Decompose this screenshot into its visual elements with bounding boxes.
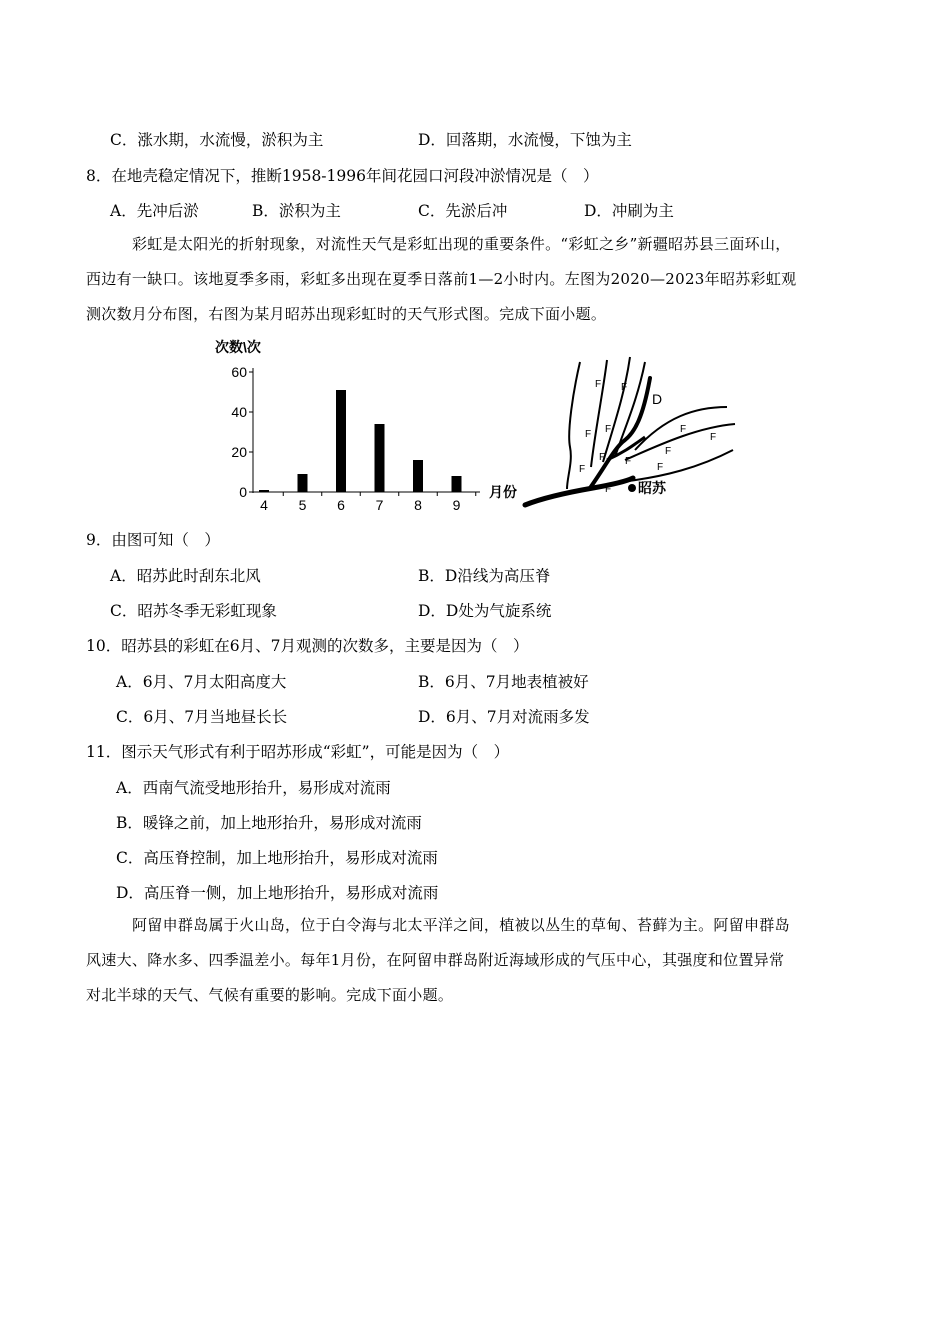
wind-barb-icon: F (657, 462, 664, 473)
trough-line-main (525, 478, 633, 505)
chart-bar-month-7 (375, 424, 385, 492)
q10-option-d[interactable]: D．6月、7月对流雨多发 (418, 708, 590, 726)
q8-option-c[interactable]: C．先淤后冲 (418, 202, 508, 220)
chart-bar-month-8 (413, 460, 423, 492)
wind-barb-icon: F (585, 429, 592, 440)
chart-bar-month-6 (336, 390, 346, 492)
zhaosu-town-dot (628, 484, 636, 492)
passage-aleutian-line2: 风速大、降水多、四季温差小。每年1月份，在阿留申群岛附近海域形成的气压中心，其强度和位置异常 (86, 951, 785, 969)
map-label-zhaosu: 昭苏 (638, 480, 666, 496)
q11-option-a[interactable]: A．西南气流受地形抬升，易形成对流雨 (116, 779, 391, 797)
q10-stem: 10．昭苏县的彩虹在6月、7月观测的次数多，主要是因为（ ） (86, 637, 529, 655)
trough-line-d (590, 378, 650, 488)
wind-barb-icon: F (710, 432, 717, 443)
chart-xtick-label: 4 (260, 497, 268, 513)
chart-bar-month-9 (452, 476, 462, 492)
chart-ytick-label: 60 (231, 364, 247, 380)
q9-option-c[interactable]: C．昭苏冬季无彩虹现象 (110, 602, 277, 620)
chart-xtick-label: 6 (337, 497, 345, 513)
q9-option-d[interactable]: D．D处为气旋系统 (418, 602, 552, 620)
wind-barb-icon: F (625, 456, 632, 467)
wind-barb-icon: F (599, 452, 606, 463)
q8-stem: 8．在地壳稳定情况下，推断1958-1996年间花园口河段冲淤情况是（ ） (86, 167, 599, 185)
passage-rainbow-line2: 西边有一缺口。该地夏季多雨，彩虹多出现在夏季日落前1—2小时内。左图为2020—2023年昭苏彩虹观 (86, 270, 797, 288)
q8-option-b[interactable]: B．淤积为主 (252, 202, 341, 220)
mountain-ridge-2 (591, 360, 607, 467)
wind-barb-icon: F (665, 446, 672, 457)
passage-aleutian-line3: 对北半球的天气、气候有重要的影响。完成下面小题。 (86, 986, 454, 1004)
q10-option-c[interactable]: C．6月、7月当地昼长长 (116, 708, 288, 726)
chart-xtick-label: 5 (298, 497, 307, 513)
passage-rainbow-line1: 彩虹是太阳光的折射现象，对流性天气是彩虹出现的重要条件。“彩虹之乡”新疆昭苏县三面环山， (132, 235, 791, 253)
wind-barb-icon: F (605, 484, 612, 495)
wind-barb-icon: F (605, 424, 612, 435)
chart-ytick-label: 40 (231, 404, 247, 420)
q8-option-d[interactable]: D．冲刷为主 (584, 202, 674, 220)
chart-bar-month-5 (298, 474, 308, 492)
chart-xtick-label: 8 (414, 497, 422, 513)
q7-option-c[interactable]: C．涨水期，水流慢，淤积为主 (110, 131, 324, 149)
chart-ylabel: 次数\次 (215, 339, 261, 355)
q11-option-d[interactable]: D．高压脊一侧，加上地形抬升，易形成对流雨 (116, 884, 439, 902)
q11-stem: 11．图示天气形式有利于昭苏形成“彩虹”，可能是因为（ ） (86, 743, 510, 761)
chart-ytick-label: 20 (231, 444, 247, 460)
chart-xtick-label: 7 (375, 497, 384, 513)
weather-situation-map (515, 352, 745, 512)
passage-rainbow (86, 227, 866, 332)
q9-stem: 9．由图可知（ ） (86, 531, 220, 549)
q11-option-c[interactable]: C．高压脊控制，加上地形抬升，易形成对流雨 (116, 849, 438, 867)
chart-ytick-label: 0 (239, 484, 247, 500)
passage-aleutian (86, 908, 866, 1013)
q11-option-b[interactable]: B．暖锋之前，加上地形抬升，易形成对流雨 (116, 814, 422, 832)
wind-barb-icon: F (595, 379, 602, 390)
chart-xlabel: 月份 (489, 484, 517, 500)
chart-xtick-label: 9 (452, 497, 461, 513)
map-label-d: D (652, 391, 663, 407)
q10-option-a[interactable]: A．6月、7月太阳高度大 (116, 673, 287, 691)
wind-barb-icon: F (621, 382, 628, 393)
q9-option-b[interactable]: B．D沿线为高压脊 (418, 567, 551, 585)
rainbow-monthly-bar-chart (210, 335, 530, 515)
q7-option-d[interactable]: D．回落期，水流慢，下蚀为主 (418, 131, 632, 149)
wind-barb-icon: F (680, 424, 687, 435)
passage-rainbow-line3: 测次数月分布图，右图为某月昭苏出现彩虹时的天气形式图。完成下面小题。 (86, 305, 607, 323)
q9-option-a[interactable]: A．昭苏此时刮东北风 (110, 567, 261, 585)
q10-option-b[interactable]: B．6月、7月地表植被好 (418, 673, 589, 691)
wind-barb-icon: F (579, 464, 586, 475)
q8-option-a[interactable]: A．先冲后淤 (110, 202, 199, 220)
passage-aleutian-line1: 阿留申群岛属于火山岛，位于白令海与北太平洋之间，植被以丛生的草甸、苔藓为主。阿留申群岛 (132, 916, 790, 934)
chart-bar-month-4 (259, 490, 269, 492)
